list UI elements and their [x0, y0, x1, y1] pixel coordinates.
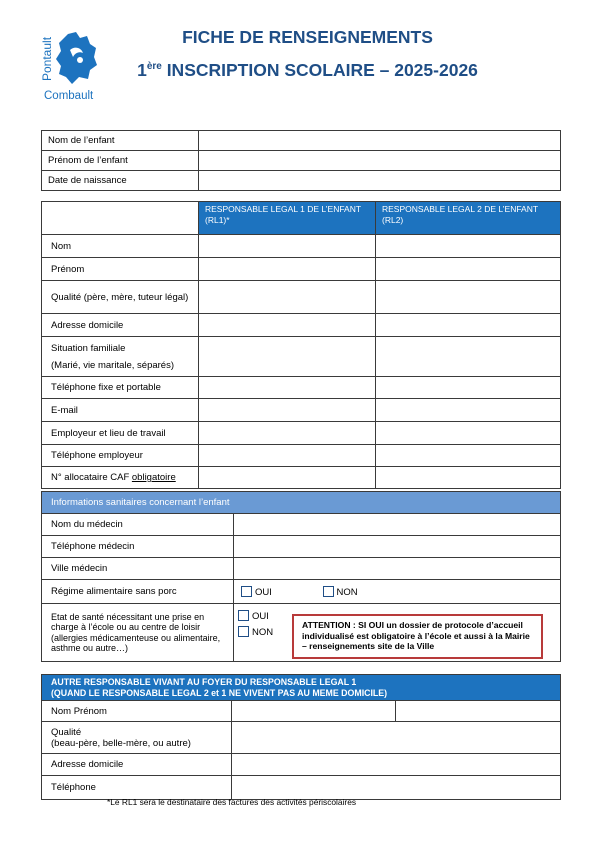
nom-label: Nom — [42, 235, 199, 258]
table-row — [42, 281, 561, 314]
table-header-row — [42, 675, 561, 701]
rl2-situation-field[interactable] — [376, 337, 561, 377]
etat-non-label: NON — [252, 627, 274, 638]
table-row — [42, 314, 561, 337]
rl2-nom-field[interactable] — [376, 235, 561, 258]
table-row — [42, 258, 561, 281]
employeur-label: Employeur et lieu de travail — [42, 422, 199, 445]
regime-non-label: NON — [336, 586, 358, 598]
table-row — [42, 514, 561, 536]
medecin-field[interactable] — [234, 514, 561, 536]
table-row — [42, 399, 561, 422]
ville-medecin-field[interactable] — [234, 558, 561, 580]
autre-qualite-line2: (beau-père, belle-mère, ou autre) — [51, 737, 191, 749]
rl1-tel-employeur-field[interactable] — [199, 445, 376, 467]
checkbox-icon[interactable] — [238, 626, 249, 637]
caf-label — [42, 467, 199, 489]
tel-employeur-label: Téléphone employeur — [42, 445, 199, 467]
table-row — [42, 701, 561, 722]
child-birthdate-field[interactable] — [199, 171, 561, 191]
etat-oui-label: OUI — [252, 611, 269, 622]
rl1-email-field[interactable] — [199, 399, 376, 422]
regime-non-option[interactable] — [323, 587, 358, 598]
rl2-header: RESPONSABLE LEGAL 2 DE L’ENFANT (RL2) — [376, 202, 561, 235]
rl2-email-field[interactable] — [376, 399, 561, 422]
rl1-employeur-field[interactable] — [199, 422, 376, 445]
child-nom-field[interactable] — [199, 131, 561, 151]
autre-adresse-field[interactable] — [232, 754, 561, 776]
rl2-qualite-field[interactable] — [376, 281, 561, 314]
tel-medecin-field[interactable] — [234, 536, 561, 558]
table-header-row — [42, 202, 561, 235]
autre-telephone-label: Téléphone — [42, 776, 232, 800]
table-header-row — [42, 492, 561, 514]
autre-qualite-field[interactable] — [232, 722, 561, 754]
autre-nom-field[interactable] — [232, 701, 396, 722]
checkbox-icon[interactable] — [323, 586, 334, 597]
regime-options — [234, 580, 561, 604]
table-row — [42, 235, 561, 258]
rl2-tel-employeur-field[interactable] — [376, 445, 561, 467]
autre-qualite-line1: Qualité — [51, 726, 82, 738]
caf-label-underlined: obligatoire — [131, 472, 176, 483]
child-info-table — [41, 130, 561, 191]
autre-band-line2: (QUAND LE RESPONSABLE LEGAL 2 et 1 NE VIVENT PAS AU MEME DOMICILE) — [51, 687, 388, 698]
logo-bottom-text: Combault — [44, 90, 94, 102]
table-row — [42, 536, 561, 558]
attention-notice: ATTENTION : SI OUI un dossier de protocole d’accueil individualisé est obligatoire à l’école et aussi à la Mairie – renseignements site de la Ville — [292, 614, 543, 659]
table-row — [42, 467, 561, 489]
situation-line1: Situation familiale — [51, 342, 126, 354]
rl1-situation-field[interactable] — [199, 337, 376, 377]
rl2-prenom-field[interactable] — [376, 258, 561, 281]
checkbox-icon[interactable] — [238, 610, 249, 621]
subtitle-prefix: 1 — [137, 60, 147, 80]
header-blank-cell — [42, 202, 199, 235]
rl1-adresse-field[interactable] — [199, 314, 376, 337]
rl1-qualite-field[interactable] — [199, 281, 376, 314]
etat-label: Etat de santé nécessitant une prise en charge à l’école ou au centre de loisir (allergies médicamenteuse ou alimentaire, asthme ou autre…) — [42, 604, 234, 662]
autre-adresse-label: Adresse domicile — [42, 754, 232, 776]
child-nom-label: Nom de l’enfant — [42, 131, 199, 151]
rl2-telephone-field[interactable] — [376, 377, 561, 399]
autre-prenom-field[interactable] — [396, 701, 561, 722]
caf-label-prefix: N° allocataire CAF — [51, 472, 132, 483]
city-logo — [40, 24, 102, 106]
responsables-table — [41, 201, 561, 489]
table-row — [42, 377, 561, 399]
city-map-icon — [54, 30, 98, 86]
table-row — [42, 580, 561, 604]
subtitle-superscript: ère — [146, 61, 162, 73]
rl2-employeur-field[interactable] — [376, 422, 561, 445]
table-row — [42, 131, 561, 151]
table-row — [42, 754, 561, 776]
tel-medecin-label: Téléphone médecin — [42, 536, 234, 558]
telephone-label: Téléphone fixe et portable — [42, 377, 199, 399]
table-row — [42, 722, 561, 754]
rl1-nom-field[interactable] — [199, 235, 376, 258]
rl1-prenom-field[interactable] — [199, 258, 376, 281]
table-row — [42, 445, 561, 467]
autre-qualite-label — [42, 722, 232, 754]
table-row — [42, 171, 561, 191]
medecin-label: Nom du médecin — [42, 514, 234, 536]
table-row — [42, 337, 561, 377]
table-row — [42, 151, 561, 171]
sante-band: Informations sanitaires concernant l’enfant — [42, 492, 561, 514]
page-subtitle — [110, 60, 505, 81]
child-birthdate-label: Date de naissance — [42, 171, 199, 191]
checkbox-icon[interactable] — [241, 586, 252, 597]
child-prenom-label: Prénom de l’enfant — [42, 151, 199, 171]
autre-telephone-field[interactable] — [232, 776, 561, 800]
child-prenom-field[interactable] — [199, 151, 561, 171]
rl1-caf-field[interactable] — [199, 467, 376, 489]
adresse-label: Adresse domicile — [42, 314, 199, 337]
page-title: FICHE DE RENSEIGNEMENTS — [182, 27, 433, 47]
regime-oui-option[interactable] — [241, 587, 272, 598]
email-label: E-mail — [42, 399, 199, 422]
autre-responsable-table — [41, 674, 561, 800]
subtitle-rest: INSCRIPTION SCOLAIRE – 2025-2026 — [161, 60, 478, 80]
logo-vertical-text: Pontault — [40, 36, 54, 82]
prenom-label: Prénom — [42, 258, 199, 281]
situation-label — [42, 337, 199, 377]
regime-label: Régime alimentaire sans porc — [42, 580, 234, 604]
rl2-caf-field[interactable] — [376, 467, 561, 489]
ville-medecin-label: Ville médecin — [42, 558, 234, 580]
autre-band — [42, 675, 561, 701]
table-row — [42, 422, 561, 445]
situation-line2: (Marié, vie maritale, séparés) — [51, 359, 175, 371]
rl1-header: RESPONSABLE LEGAL 1 DE L’ENFANT (RL1)* — [199, 202, 376, 235]
autre-nom-prenom-label: Nom Prénom — [42, 701, 232, 722]
footnote: *Le RL1 sera le destinataire des factures des activités périscolaires — [107, 797, 357, 807]
rl2-adresse-field[interactable] — [376, 314, 561, 337]
rl1-telephone-field[interactable] — [199, 377, 376, 399]
autre-band-line1: AUTRE RESPONSABLE VIVANT AU FOYER DU RESPONSABLE LEGAL 1 — [51, 677, 357, 688]
table-row — [42, 558, 561, 580]
regime-oui-label: OUI — [255, 586, 272, 598]
table-row — [42, 776, 561, 800]
qualite-label: Qualité (père, mère, tuteur légal) — [42, 281, 199, 314]
